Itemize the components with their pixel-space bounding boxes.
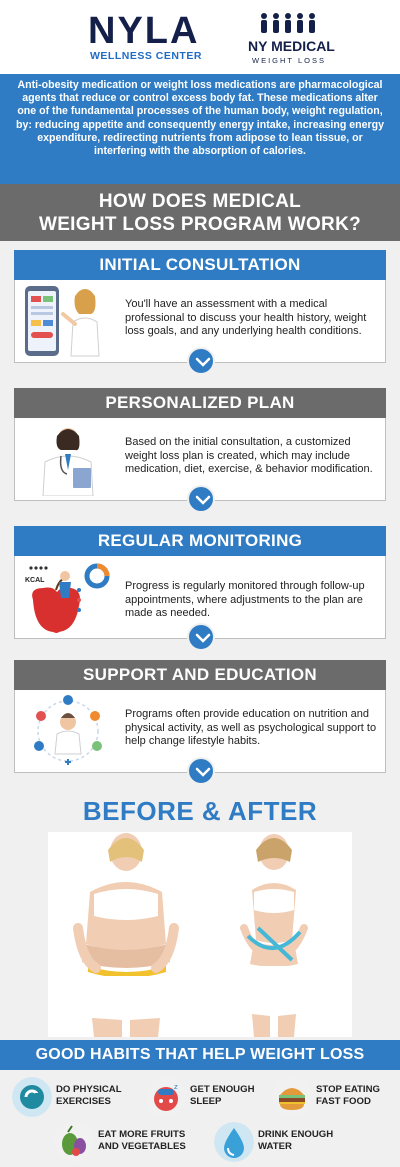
habit-label: EAT MORE FRUITS AND VEGETABLES <box>98 1129 186 1152</box>
ny-medical-logo-sub: WEIGHT LOSS <box>252 56 326 65</box>
step-body <box>14 280 386 363</box>
chevron-down-icon <box>195 495 211 505</box>
nyla-logo[interactable] <box>88 12 238 64</box>
apple-calories-illustration <box>23 560 113 634</box>
intro-text: Anti-obesity medication or weight loss medications are pharmacological agents that reduce or control excess body fat. These medications alter one of the fundamental processes of the human body, weight regulation, by: reducing appetite and consequently energy intake, increasing energy expenditure, redirecting nutrients from adipose to lean tissue, or interfering with the absorption of calories. <box>0 74 400 184</box>
step-text: You'll have an assessment with a medical professional to discuss your health history, weight loss goals, and any underlying health conditions. <box>125 298 367 337</box>
before-after-image <box>48 832 352 1037</box>
phone-doctor-illustration <box>23 284 113 358</box>
ny-medical-logo-text: NY MEDICAL <box>248 38 335 54</box>
nyla-logo-sub: WELLNESS CENTER <box>90 50 202 62</box>
kcal-label: KCAL <box>25 577 45 584</box>
header <box>0 0 400 74</box>
before-after-title: BEFORE & AFTER <box>82 796 318 826</box>
water-drop-icon <box>214 1122 254 1162</box>
habit-item-water <box>214 1122 364 1162</box>
habits-title: GOOD HABITS THAT HELP WEIGHT LOSS <box>0 1040 400 1070</box>
nyla-logo-text: NYLA <box>88 10 200 52</box>
step-body <box>14 418 386 501</box>
sleep-icon <box>146 1077 186 1117</box>
chevron-down-button[interactable] <box>187 623 215 651</box>
after-figure <box>244 834 304 1037</box>
habit-label: GET ENOUGH SLEEP <box>190 1084 255 1107</box>
habit-item-sleep <box>146 1077 276 1117</box>
ny-medical-logo[interactable] <box>248 12 335 65</box>
step-body <box>14 556 386 639</box>
step-regular-monitoring <box>14 526 386 639</box>
chevron-down-icon <box>195 357 211 367</box>
step-body <box>14 690 386 773</box>
habit-item-exercise <box>12 1077 142 1117</box>
step-title: SUPPORT AND EDUCATION <box>14 660 386 690</box>
chevron-down-icon <box>195 633 211 643</box>
step-text: Programs often provide education on nutrition and physical activity, as well as psychological support to help change lifestyle habits. <box>125 708 377 747</box>
step-text: Progress is regularly monitored through follow-up appointments, where adjustments to the plan are made as needed. <box>125 580 365 619</box>
people-icon <box>256 12 320 34</box>
step-personalized-plan <box>14 388 386 501</box>
before-after-illustration <box>48 832 352 1037</box>
how-heading <box>0 184 400 241</box>
step-title: PERSONALIZED PLAN <box>14 388 386 418</box>
before-figure <box>78 833 174 1037</box>
step-initial-consultation <box>14 250 386 363</box>
vegetables-icon <box>54 1122 94 1162</box>
habit-item-fast-food <box>272 1077 396 1117</box>
habit-item-fruits-vegetables <box>54 1122 214 1162</box>
habit-label: DRINK ENOUGH WATER <box>258 1129 334 1152</box>
habit-label: STOP EATING FAST FOOD <box>316 1084 380 1107</box>
step-support-education <box>14 660 386 773</box>
habit-label: DO PHYSICAL EXERCISES <box>56 1084 122 1107</box>
chevron-down-button[interactable] <box>187 347 215 375</box>
step-text: Based on the initial consultation, a customized weight loss plan is created, which may include medication, diet, exercise, & behavior modification. <box>125 436 373 475</box>
step-title: REGULAR MONITORING <box>14 526 386 556</box>
svg-text:z: z <box>174 1083 178 1091</box>
doctor-health-icons-illustration <box>23 694 113 768</box>
burger-icon <box>272 1077 312 1117</box>
doctor-illustration <box>23 422 113 496</box>
chevron-down-icon <box>195 767 211 777</box>
exercise-icon <box>12 1077 52 1117</box>
how-heading-line2: WEIGHT LOSS PROGRAM WORK? <box>38 214 362 235</box>
chevron-down-button[interactable] <box>187 485 215 513</box>
chevron-down-button[interactable] <box>187 757 215 785</box>
step-title: INITIAL CONSULTATION <box>14 250 386 280</box>
how-heading-line1: HOW DOES MEDICAL <box>98 191 302 212</box>
